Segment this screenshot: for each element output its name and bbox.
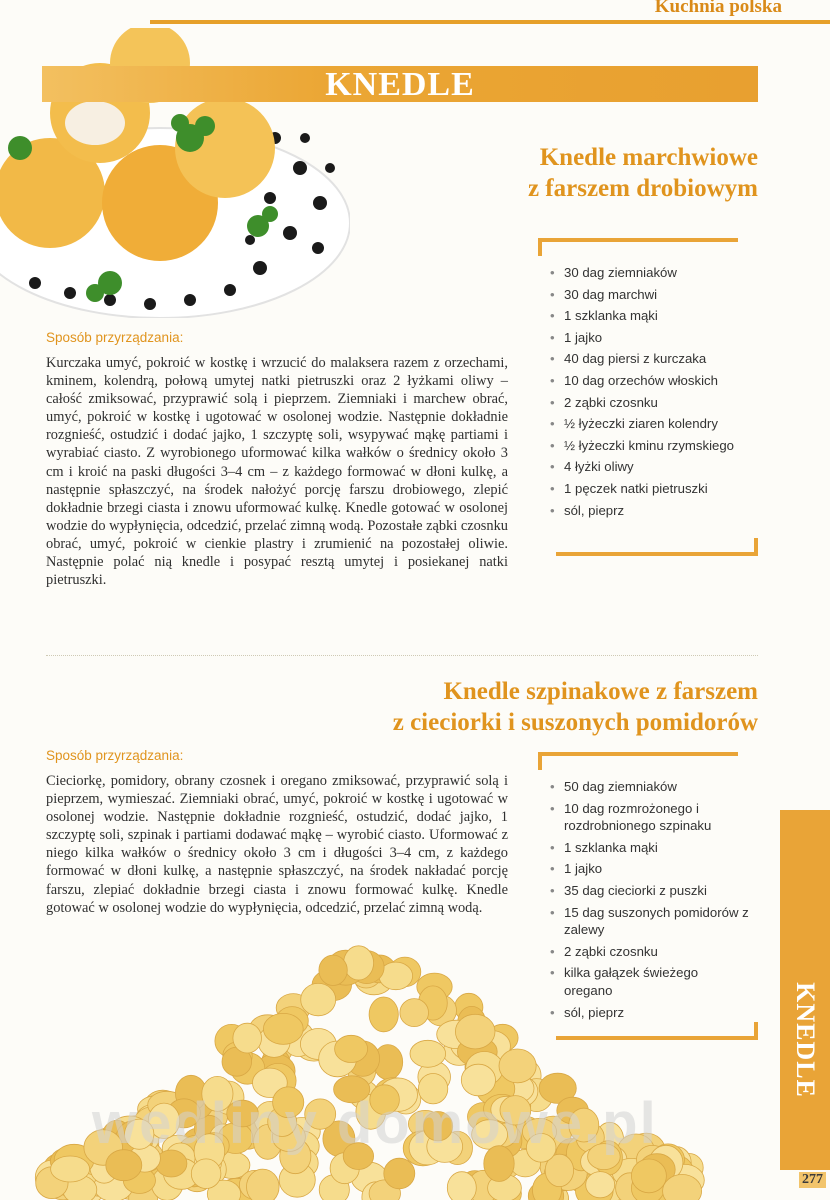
recipe2-method-label: Sposób przyrządzania: — [46, 748, 184, 763]
recipe1-method-text: Kurczaka umyć, pokroić w kostkę i wrzucić do malaksera razem z orzechami, kminem, kolendrą, połową umytej natki pietruszki oraz 2 łyżkami oliwy – całość zmiksować, przyprawić solą i pieprzem. Ziemniaki i marchew obrać, umyć, pokroić w kostkę i ugotować w osolonej wodzie. Następnie dokładnie rozgnieść, ostudzić i dodać jajko, 1 szczyptę soli, wsypywać mąkę partiami i wyrabiać ciasto. Z wyrobionego uformować kilka wałków o średnicy około 3 cm i kroić na paski długości 3–4 cm – z każdego formować w dłoni kulkę, a następnie spłaszczyć, na środek nałożyć porcję farszu drobiowego, zlepić dokładnie brzegi ciasta i znowu uformować kulkę. Knedle gotować w osolonej wodzie do wypłynięcia, odcedzić, przelać zimną wodą. Pozostałe ząbki czosnku obrać, umyć, pokroić w cienkie plastry i zrumienić na pozostałej oliwie. Następnie polać nią knedle i posypać resztą umytej i posiekanej natki pietruszki. — [46, 355, 508, 589]
page-number: 277 — [799, 1172, 826, 1188]
recipe1-ingredient-item: • 40 dag piersi z kurczaka — [550, 350, 750, 368]
recipe1-ingredient-item: • ½ łyżeczki ziaren kolendry — [550, 415, 750, 433]
recipe2-ingredient-item: • 2 ząbki czosnku — [550, 943, 750, 961]
recipe1-ingredient-item: • sól, pieprz — [550, 502, 750, 520]
watermark: wedliny domowe.pl — [92, 1091, 658, 1156]
recipe1-ingredient-item: • 30 dag ziemniaków — [550, 264, 750, 282]
recipe1-ingredient-item: • 1 szklanka mąki — [550, 307, 750, 325]
side-tab-label: KNEDLE — [791, 982, 820, 1098]
recipe2-title-line1: Knedle szpinakowe z farszem — [443, 678, 758, 705]
book-title: Kuchnia polska — [654, 0, 782, 17]
recipe1-title-line2: z farszem drobiowym — [527, 175, 758, 202]
recipe1-ingredient-item: • 4 łyżki oliwy — [550, 458, 750, 476]
recipe2-ingredient-item: • 50 dag ziemniaków — [550, 778, 750, 796]
recipe2-title — [393, 676, 758, 738]
recipe2-method-text: Cieciorkę, pomidory, obrany czosnek i oregano zmiksować, przyprawić solą i pieprzem, wymieszać. Ziemniaki obrać, umyć, pokroić w kostkę i ugotować w osolonej wodzie. Następnie dokładnie rozgnieść, ostudzić, dodać jajko, 1 szczyptę soli, szpinak i partiami dodawać mąkę – wyrobić ciasto. Uformować z niego kilka wałków o średnicy około 3 cm i długości 3–4 cm, z każdego formować w dłoni kulkę, a następnie spłaszczyć, na środek nakładać porcję farszu, zlepiać dokładnie brzegi ciasta i znowu formować kulkę. Knedle gotować w osolonej wodzie do wypłynięcia, odcedzić, przelać zimną wodą. — [46, 773, 508, 916]
recipe2-ingredient-item: • 1 szklanka mąki — [550, 839, 750, 857]
recipe1-title — [528, 142, 758, 204]
recipe2-ingredient-item: • 10 dag rozmrożonego i rozdrobnionego szpinaku — [550, 800, 750, 835]
recipe1-ingredients-box — [538, 238, 758, 556]
recipe1-ingredient-item: • ½ łyżeczki kminu rzymskiego — [550, 437, 750, 455]
recipe1-ingredient-item: • 30 dag marchwi — [550, 286, 750, 304]
recipe1-title-line1: Knedle marchwiowe — [539, 144, 758, 171]
recipe2-ingredient-item: • 15 dag suszonych pomidorów z zalewy — [550, 904, 750, 939]
recipe2-ingredient-item: • 1 jajko — [550, 860, 750, 878]
recipe2-ingredient-item: • 35 dag cieciorki z puszki — [550, 882, 750, 900]
top-rule — [150, 20, 830, 24]
recipe1-ingredient-item: • 10 dag orzechów włoskich — [550, 372, 750, 390]
recipe2-title-line2: z cieciorki i suszonych pomidorów — [392, 709, 758, 736]
section-title: KNEDLE — [325, 66, 475, 103]
recipe1-ingredients-list — [550, 264, 750, 523]
side-tab — [780, 810, 830, 1170]
chickpeas-photo — [30, 930, 710, 1200]
recipe-divider — [46, 655, 758, 656]
recipe1-ingredient-item: • 2 ząbki czosnku — [550, 394, 750, 412]
recipe2-ingredient-item: • kilka gałązek świeżego oregano — [550, 964, 750, 999]
recipe1-ingredient-item: • 1 jajko — [550, 329, 750, 347]
recipe1-ingredient-item: • 1 pęczek natki pietruszki — [550, 480, 750, 498]
recipe2-ingredient-item: • sól, pieprz — [550, 1004, 750, 1022]
recipe1-method-label: Sposób przyrządzania: — [46, 330, 184, 345]
